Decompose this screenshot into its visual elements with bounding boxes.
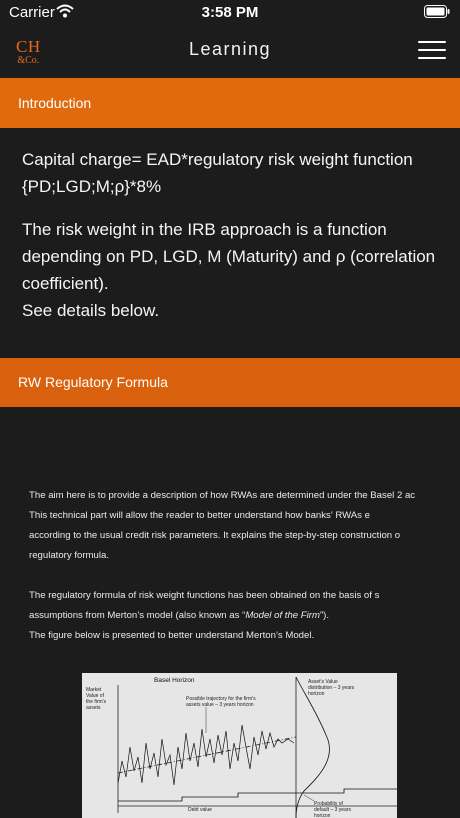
distribution-label xyxy=(308,679,356,697)
distribution-label-line: Asset's Value xyxy=(308,679,338,685)
debt-value-line xyxy=(118,789,397,801)
doc-line: This technical part will allow the reader to better understand how banks' RWAs e xyxy=(29,510,370,521)
battery-icon xyxy=(424,5,450,22)
pd-label xyxy=(314,801,352,818)
asset-distribution-curve xyxy=(296,677,329,818)
distribution-label-line: horizon xyxy=(308,691,325,697)
section-title: Introduction xyxy=(18,95,92,111)
navigation-bar xyxy=(0,28,460,74)
see-details-text: See details below. xyxy=(22,301,160,320)
risk-weight-description: The risk weight in the IRB approach is a function depending on PD, LGD, M (Maturity) and ρ (correlation coefficient). xyxy=(22,220,436,293)
introduction-content xyxy=(22,146,442,340)
logo-line-2: &Co. xyxy=(17,55,40,66)
pd-label-line: default – 3 years xyxy=(314,807,351,813)
hamburger-icon[interactable] xyxy=(418,41,446,61)
carrier-label: Carrier xyxy=(9,4,55,21)
trajectory-label-line: assets value – 3 years horizon xyxy=(186,702,254,708)
trajectory-label xyxy=(186,696,257,708)
doc-paragraph-1 xyxy=(29,486,460,566)
page-title: Learning xyxy=(188,39,272,59)
capital-charge-formula: Capital charge= EAD*regulatory risk weight function {PD;LGD;M;ρ}*8% xyxy=(22,150,413,196)
doc-text: ”). xyxy=(319,610,330,621)
asset-trajectory xyxy=(118,725,294,785)
logo-line-1: CH xyxy=(16,37,41,56)
merton-model-figure xyxy=(82,673,397,818)
pd-label-line: horizon xyxy=(314,813,331,818)
doc-line: regulatory formula. xyxy=(29,550,109,561)
document-content xyxy=(29,486,460,646)
distribution-label-line: distribution – 3 years xyxy=(308,685,355,691)
trajectory-label-line: Possible trajectory for the firm's xyxy=(186,696,256,702)
y-label-line: assets xyxy=(86,705,101,711)
doc-line: according to the usual credit risk parameters. It explains the step-by-step construction o xyxy=(29,530,401,541)
doc-line: The figure below is presented to better understand Merton’s Model. xyxy=(29,630,315,641)
doc-emphasis: Model of the Firm xyxy=(245,610,320,621)
doc-paragraph-2 xyxy=(29,586,460,646)
doc-line xyxy=(29,606,460,626)
doc-line: The aim here is to provide a description of how RWAs are determined under the Basel 2 ac xyxy=(29,490,416,501)
status-bar xyxy=(0,0,460,24)
y-label-line: Value of xyxy=(86,693,104,699)
debt-value-label: Debt value xyxy=(188,807,212,813)
section-header-rw-regulatory-formula[interactable] xyxy=(0,358,460,407)
y-label-line: the firm's xyxy=(86,699,107,705)
doc-line: The regulatory formula of risk weight functions has been obtained on the basis of s xyxy=(29,590,380,601)
y-label-line: Market xyxy=(86,687,102,693)
figure-title: Basel Horizon xyxy=(154,677,195,684)
y-axis-label xyxy=(86,687,108,711)
clock: 3:58 PM xyxy=(201,4,259,21)
section-header-introduction[interactable] xyxy=(0,78,460,128)
section-title: RW Regulatory Formula xyxy=(18,374,168,390)
doc-text: assumptions from Merton’s model (also known as “ xyxy=(29,610,246,621)
pd-label-line: Probability of xyxy=(314,801,343,807)
